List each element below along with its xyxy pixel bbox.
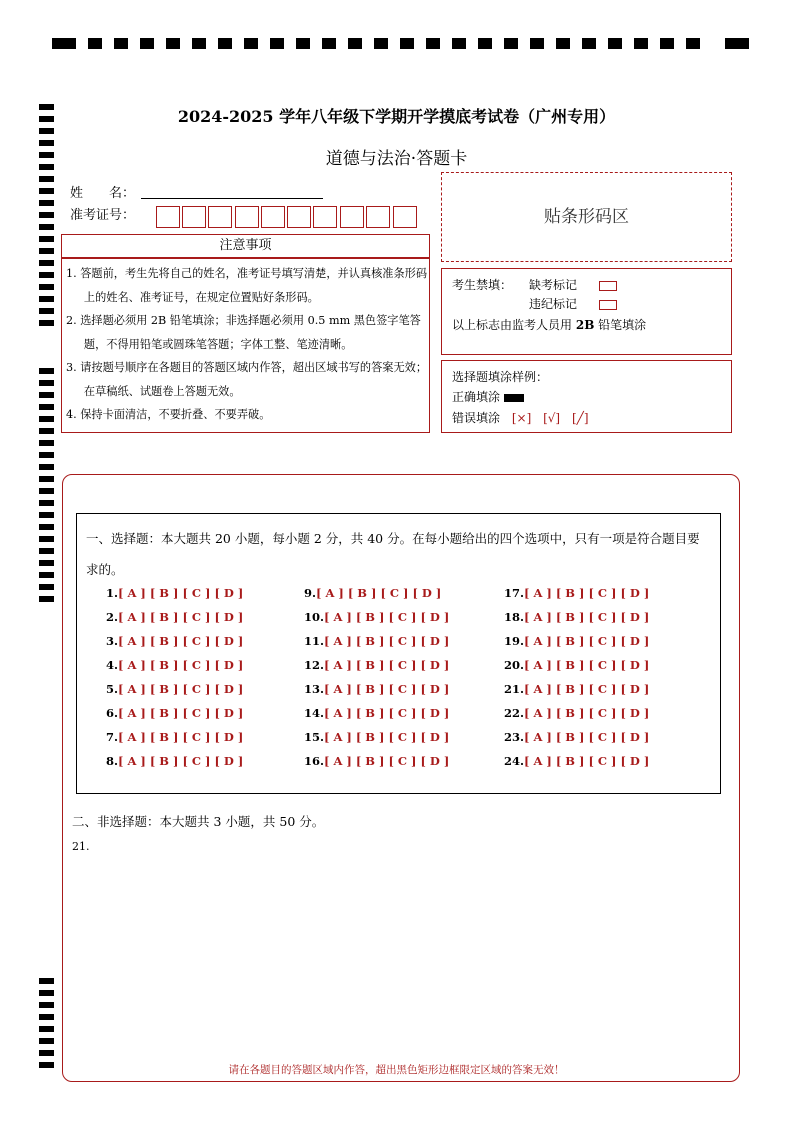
answer-bubbles[interactable]: [ A ] [ B ] [ C ] [ D ] [324,634,450,648]
choice-question-row[interactable] [504,658,649,672]
question-number: 3. [106,634,119,648]
answer-bubbles[interactable]: [ A ] [ B ] [ C ] [ D ] [524,586,650,600]
flags-note-text-a: 以上标志由监考人员用 [452,318,573,332]
choice-question-row[interactable] [106,634,243,648]
choice-question-row[interactable] [304,634,449,648]
notice-item: 2. 选择题必须用 2B 铅笔填涂；非选择题必须用 0.5 mm 黑色签字笔答题，不得用铅笔或圆珠笔答题；字体工整、笔迹清晰。 [66,314,421,351]
absent-flag-box[interactable] [599,281,617,291]
choice-question-row[interactable] [106,730,243,744]
question-number: 2. [106,610,119,624]
answer-bubbles[interactable]: [ A ] [ B ] [ C ] [ D ] [324,706,450,720]
choice-question-row[interactable] [504,682,649,696]
question-number: 9. [304,586,317,600]
name-input-line[interactable] [141,198,323,199]
choice-question-row[interactable] [504,610,649,624]
question-number: 17. [504,586,525,600]
absent-flag-row [529,276,617,293]
question-number: 23. [504,730,525,744]
choice-question-row[interactable] [504,730,649,744]
exam-id-digit-box[interactable] [235,206,259,228]
wrong-fill-label: 错误填涂 [452,411,501,425]
footer-warning: 请在各题目的答题区域内作答，超出黑色矩形边框限定区域的答案无效！ [228,1064,565,1076]
question-number: 8. [106,754,119,768]
question-number: 4. [106,658,119,672]
answer-bubbles[interactable]: [ A ] [ B ] [ C ] [ D ] [324,682,450,696]
answer-bubbles[interactable]: [ A ] [ B ] [ C ] [ D ] [524,706,650,720]
exam-id-label: 准考证号： [70,208,136,223]
question-number: 14. [304,706,325,720]
notice-list [66,262,428,427]
choice-question-row[interactable] [106,658,243,672]
multiple-choice-heading: 一、选择题：本大题共 20 小题，每小题 2 分，共 40 分。在每小题给出的四个选项中，只有一项是符合题目要求的。 [86,531,700,577]
exam-id-digit-box[interactable] [393,206,417,228]
choice-question-row[interactable] [504,706,649,720]
choice-question-row[interactable] [304,706,449,720]
question-number: 22. [504,706,525,720]
answer-bubbles[interactable]: [ A ] [ B ] [ C ] [ D ] [524,658,650,672]
question-number: 18. [504,610,525,624]
notice-item: 1. 答题前，考生先将自己的姓名，准考证号填写清楚，并认真核准条形码上的姓名、准考证号，在规定位置贴好条形码。 [66,267,428,304]
answer-bubbles[interactable]: [ A ] [ B ] [ C ] [ D ] [118,610,244,624]
question-number: 19. [504,634,525,648]
answer-bubbles[interactable]: [ A ] [ B ] [ C ] [ D ] [524,610,650,624]
exam-id-digit-box[interactable] [261,206,285,228]
question-number: 20. [504,658,525,672]
name-label: 姓 名： [70,186,136,201]
correct-fill-label: 正确填涂 [452,390,501,404]
exam-id-digit-box[interactable] [287,206,311,228]
answer-bubbles[interactable]: [ A ] [ B ] [ C ] [ D ] [324,658,450,672]
answer-bubbles[interactable]: [ A ] [ B ] [ C ] [ D ] [524,682,650,696]
answer-bubbles[interactable]: [ A ] [ B ] [ C ] [ D ] [118,682,244,696]
question-number: 24. [504,754,525,768]
barcode-label: 贴条形码区 [544,207,629,227]
answer-bubbles[interactable]: [ A ] [ B ] [ C ] [ D ] [118,658,244,672]
answer-bubbles[interactable]: [ A ] [ B ] [ C ] [ D ] [316,586,442,600]
wrong-fill-row [452,409,589,426]
choice-question-row[interactable] [106,754,243,768]
question-number: 13. [304,682,325,696]
exam-title: 2024-2025 学年八年级下学期开学摸底考试卷（广州专用） [177,107,616,126]
choice-question-row[interactable] [304,682,449,696]
flags-note-text-b: 2B [575,318,595,332]
absent-flag-label: 缺考标记 [529,278,578,292]
wrong-fill-sample: [√] [543,411,561,425]
question-number: 15. [304,730,325,744]
fill-example-title: 选择题填涂样例： [452,370,549,384]
timing-marks-top [52,38,749,50]
flags-note [452,316,646,333]
choice-question-row[interactable] [304,586,441,600]
choice-question-row[interactable] [504,754,649,768]
question-number: 6. [106,706,119,720]
violation-flag-row [529,295,617,312]
choice-question-row[interactable] [304,730,449,744]
wrong-fill-sample: [×] [511,411,532,425]
question-number: 7. [106,730,119,744]
question-number: 21. [504,682,525,696]
correct-fill-sample [504,394,524,402]
question-number: 11. [304,634,325,648]
answer-bubbles[interactable]: [ A ] [ B ] [ C ] [ D ] [118,754,244,768]
answer-bubbles[interactable]: [ A ] [ B ] [ C ] [ D ] [118,586,244,600]
exam-id-digit-box[interactable] [156,206,180,228]
question-number: 1. [106,586,119,600]
answer-bubbles[interactable]: [ A ] [ B ] [ C ] [ D ] [524,754,650,768]
non-choice-heading: 二、非选择题：本大题共 3 小题，共 50 分。 [72,814,325,829]
choice-question-row[interactable] [504,634,649,648]
answer-bubbles[interactable]: [ A ] [ B ] [ C ] [ D ] [118,706,244,720]
answer-bubbles[interactable]: [ A ] [ B ] [ C ] [ D ] [524,634,650,648]
exam-id-digit-box[interactable] [313,206,337,228]
flags-note-text-c: 铅笔填涂 [598,318,647,332]
notice-heading: 注意事项 [219,238,272,253]
choice-question-row[interactable] [504,586,649,600]
question-number: 10. [304,610,325,624]
choice-question-row[interactable] [106,682,243,696]
violation-flag-label: 违纪标记 [529,297,578,311]
choice-question-row[interactable] [106,586,243,600]
candidate-flags-label: 考生禁填： [452,278,513,292]
question-21-label: 21. [72,840,90,853]
exam-id-digit-box[interactable] [340,206,364,228]
answer-bubbles[interactable]: [ A ] [ B ] [ C ] [ D ] [118,634,244,648]
exam-id-digit-box[interactable] [208,206,232,228]
wrong-fill-sample: [╱] [571,411,589,425]
question-number: 12. [304,658,325,672]
answer-bubbles[interactable]: [ A ] [ B ] [ C ] [ D ] [524,730,650,744]
choice-question-row[interactable] [304,610,449,624]
question-number: 16. [304,754,325,768]
exam-id-digit-box[interactable] [366,206,390,228]
notice-item: 3. 请按题号顺序在各题目的答题区域内作答，超出区域书写的答案无效；在草稿纸、试题卷上答题无效。 [66,361,428,398]
exam-subtitle: 道德与法治·答题卡 [325,149,468,169]
question-number: 5. [106,682,119,696]
answer-bubbles[interactable]: [ A ] [ B ] [ C ] [ D ] [324,610,450,624]
answer-bubbles[interactable]: [ A ] [ B ] [ C ] [ D ] [324,754,450,768]
choice-question-row[interactable] [106,706,243,720]
choice-question-row[interactable] [106,610,243,624]
violation-flag-box[interactable] [599,300,617,310]
exam-id-digit-box[interactable] [182,206,206,228]
notice-item: 4. 保持卡面清洁，不要折叠、不要弄破。 [66,408,271,421]
choice-question-row[interactable] [304,754,449,768]
answer-bubbles[interactable]: [ A ] [ B ] [ C ] [ D ] [118,730,244,744]
correct-fill-row [452,388,524,405]
answer-bubbles[interactable]: [ A ] [ B ] [ C ] [ D ] [324,730,450,744]
choice-question-row[interactable] [304,658,449,672]
